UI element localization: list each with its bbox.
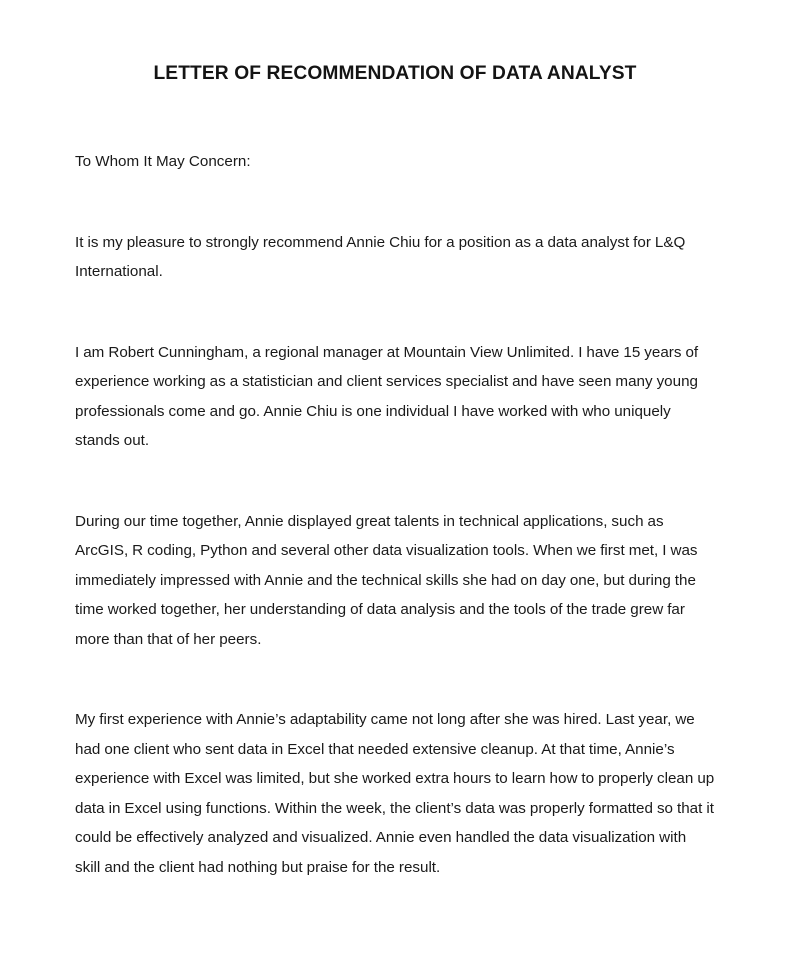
letter-salutation: To Whom It May Concern: (75, 153, 251, 170)
letter-paragraph-2: I am Robert Cunningham, a regional manager at Mountain View Unlimited. I have 15 years of experience working as a statistician and client services specialist and have seen many young professionals come and go. Annie Chiu is one individual I have worked with who uniquely stands out. (75, 343, 699, 449)
document-body (75, 0, 715, 882)
letter-paragraph-3: During our time together, Annie displayed great talents in technical applications, such as ArcGIS, R coding, Python and several other data visualization tools. When we first met, I was immediately impressed with Annie and the technical skills she had on day one, but during the time worked together, her understanding of data analysis and the tools of the trade grew far more than that of her peers. (75, 512, 698, 648)
letter-paragraph-4: My first experience with Annie’s adaptability came not long after she was hired. Last year, we had one client who sent data in Excel that needed extensive cleanup. At that time, Annie’s experience with Excel was limited, but she worked extra hours to learn how to properly clean up data in Excel using functions. Within the week, the client’s data was properly formatted so that it could be effectively analyzed and visualized. Annie even handled the data visualization with skill and the client had nothing but praise for the result. (75, 711, 715, 876)
page-title: LETTER OF RECOMMENDATION OF DATA ANALYST (153, 62, 637, 84)
letter-paragraph-1: It is my pleasure to strongly recommend Annie Chiu for a position as a data analyst for L&Q International. (75, 233, 686, 280)
